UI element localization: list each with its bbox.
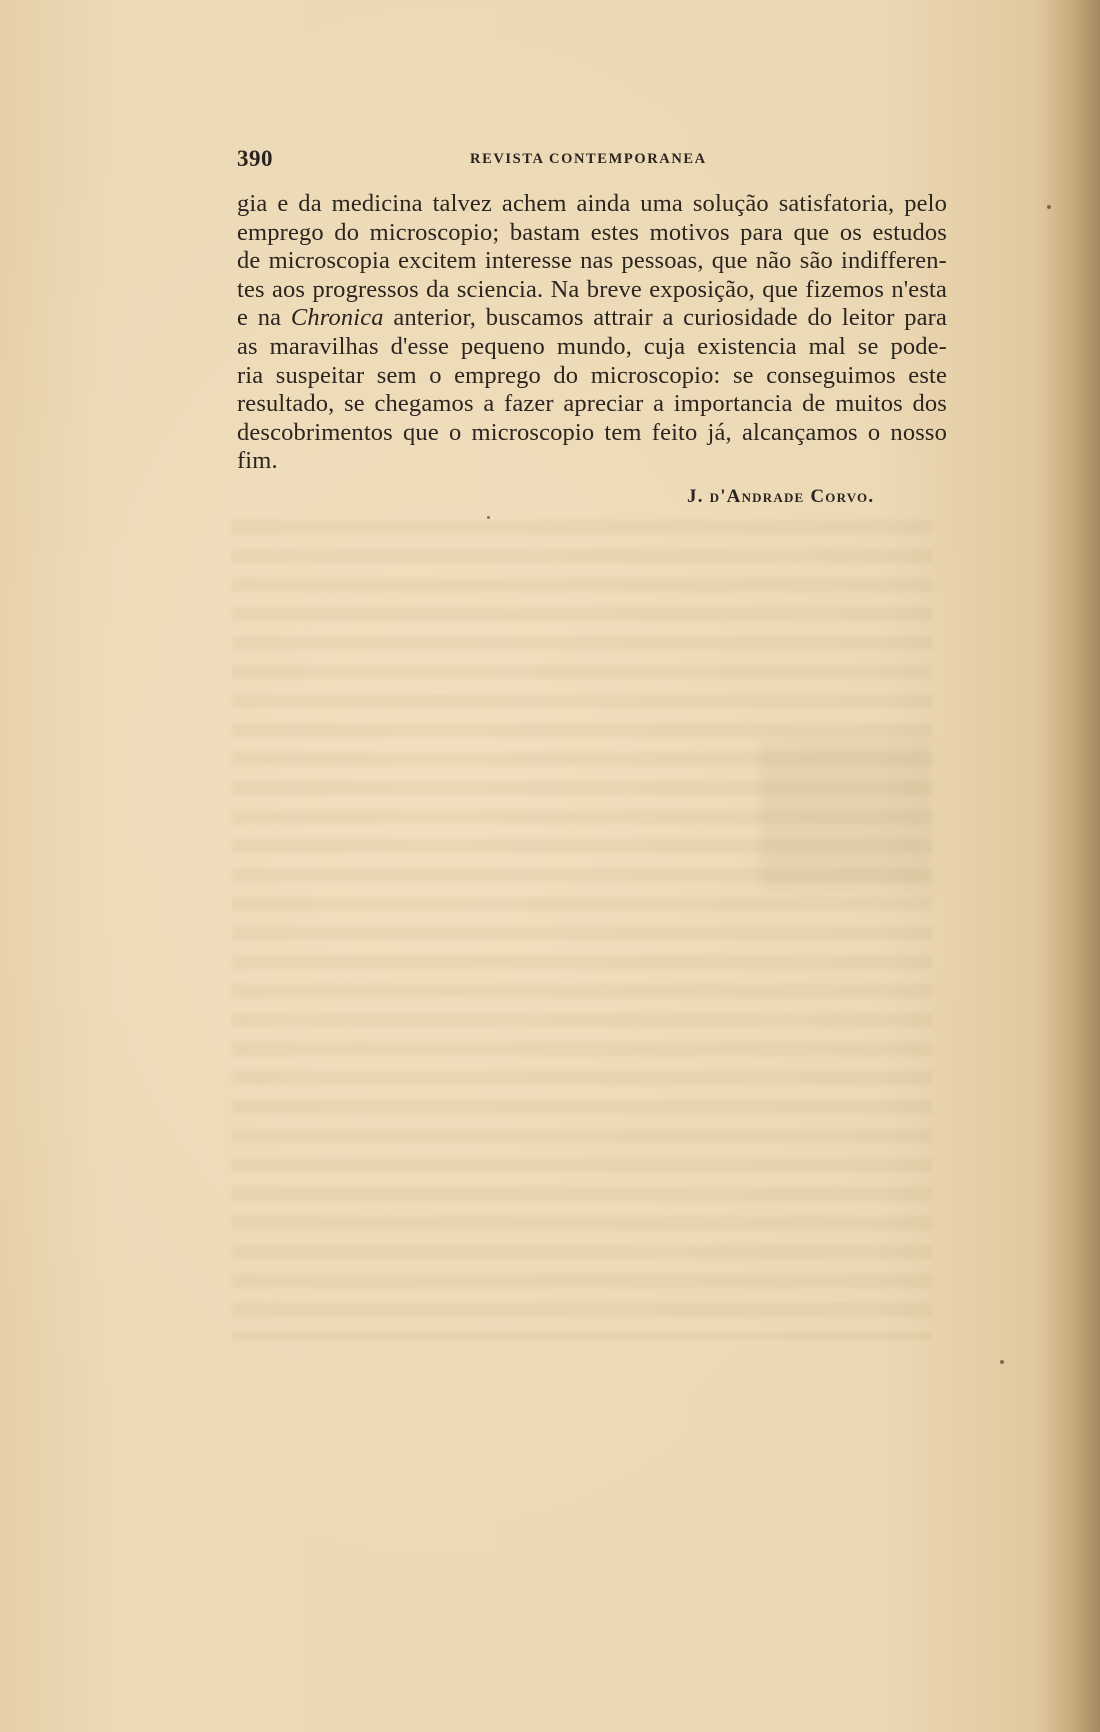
text-fragment: e na	[237, 304, 282, 332]
show-through-illustration	[760, 740, 930, 890]
text-line: ria suspeitar sem o emprego do microscopio: se conseguimos este	[237, 361, 947, 389]
page-header	[237, 146, 967, 176]
text-line: resultado, se chegamos a fazer apreciar a importancia de muitos dos	[237, 390, 947, 418]
body-paragraph	[237, 190, 947, 476]
text-line: descobrimentos que o microscopio tem feito já, alcançamos o nosso	[237, 418, 947, 446]
ink-speck	[1000, 1360, 1004, 1364]
text-fragment: anterior, buscamos attrair a curiosidade do leitor para	[393, 304, 947, 332]
running-head: REVISTA CONTEMPORANEA	[470, 151, 707, 167]
text-line: gia e da medicina talvez achem ainda uma solução satisfatoria, pelo	[237, 190, 947, 217]
ink-speck	[1047, 205, 1051, 209]
page-edge-shadow	[1040, 0, 1100, 1732]
text-line: tes aos progressos da sciencia. Na breve exposição, que fizemos n'esta	[237, 275, 947, 303]
text-line	[237, 304, 947, 333]
text-line: emprego do microscopio; bastam estes motivos para que os estudos	[237, 218, 947, 246]
author-signature: J. d'Andrade Corvo.	[687, 486, 875, 507]
italic-title: Chronica	[290, 304, 384, 332]
page-number: 390	[237, 146, 273, 171]
show-through-text	[232, 520, 932, 1340]
text-line: de microscopia excitem interesse nas pessoas, que não são indifferen-	[237, 247, 947, 275]
text-line: fim.	[237, 447, 278, 475]
ink-speck	[487, 516, 490, 519]
text-line: as maravilhas d'esse pequeno mundo, cuja existencia mal se pode-	[237, 332, 947, 360]
